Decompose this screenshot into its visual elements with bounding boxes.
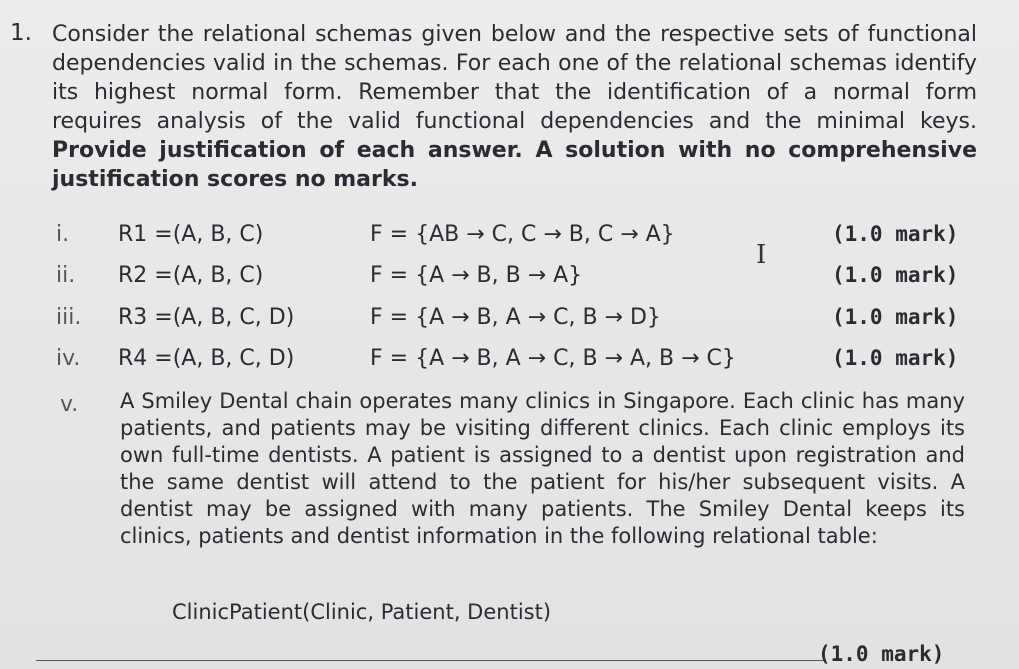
part-v-mark: (1.0 mark) xyxy=(818,642,945,666)
part-roman: iv. xyxy=(56,346,81,371)
part-roman: i. xyxy=(56,222,70,247)
part-schema: R4 =(A, B, C, D) xyxy=(118,346,295,371)
part-v-scenario: A Smiley Dental chain operates many clinics in Singapore. Each clinic has many patients, and patients may be visiting different clinics. Each clinic employs its own full-time dentists. A patient is assigned to a dentist upon registration and the same dentist will attend to the patient for his/her subsequent visits. A dentist may be assigned with many patients. The Smiley Dental keeps its clinics, patients and dentist information in the following relational table: xyxy=(120,389,965,548)
part-mark: (1.0 mark) xyxy=(832,263,959,287)
question-number: 1. xyxy=(10,20,32,46)
part-schema: R2 =(A, B, C) xyxy=(118,263,264,288)
intro-bold-text: Provide justification of each answer. A solution with no comprehensive justification scores no marks. xyxy=(52,138,977,192)
part-mark: (1.0 mark) xyxy=(832,346,959,370)
intro-text: Consider the relational schemas given below and the respective sets of functional dependencies valid in the schemas. For each one of the relational schemas identify its highest normal form. Remember that the identification of a normal form requires analysis of the valid functional dependencies and the minimal keys. xyxy=(52,22,977,134)
part-fds: F = {AB → C, C → B, C → A} xyxy=(370,222,675,247)
part-mark: (1.0 mark) xyxy=(832,222,959,246)
part-fds: F = {A → B, A → C, B → A, B → C} xyxy=(370,346,736,371)
part-roman: iii. xyxy=(56,305,82,330)
part-schema: R1 =(A, B, C) xyxy=(118,222,264,247)
part-fds: F = {A → B, B → A} xyxy=(370,263,583,288)
part-roman: ii. xyxy=(56,263,76,288)
divider xyxy=(36,660,826,661)
part-v-roman: v. xyxy=(60,392,79,417)
question-intro xyxy=(52,20,977,194)
part-mark: (1.0 mark) xyxy=(832,305,959,329)
part-fds: F = {A → B, A → C, B → D} xyxy=(370,305,661,330)
text-cursor-icon: I xyxy=(756,240,767,270)
relational-table-schema: ClinicPatient(Clinic, Patient, Dentist) xyxy=(172,600,552,624)
part-schema: R3 =(A, B, C, D) xyxy=(118,305,295,330)
